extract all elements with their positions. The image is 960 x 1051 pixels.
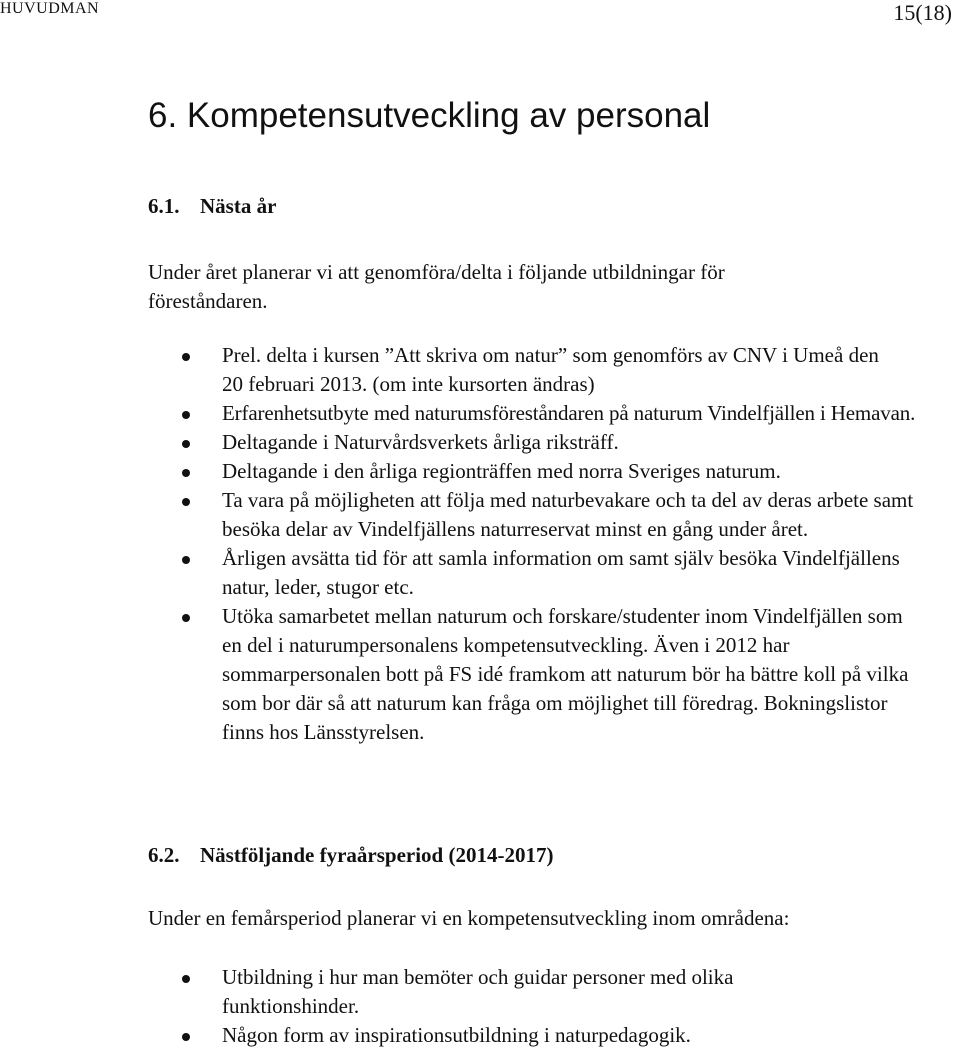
list-item-text: Årligen avsätta tid för att samla information om samt själv besöka Vindelfjällens natur, leder, stugor etc. (222, 546, 900, 599)
bullet-icon (182, 353, 190, 361)
list-item-text: Utöka samarbetet mellan naturum och forskare/studenter inom Vindelfjällen som en del i naturumpersonalens kompetensutveckling. Även i 2012 har sommarpersonalen bott på FS idé framkom att naturum bör ha bättre koll på vilka som bor där så att naturum kan fråga om möjlighet till föredrag. Bokningslistor finns hos Länsstyrelsen. (222, 604, 909, 744)
section-6-2-list (148, 963, 938, 1050)
list-item (148, 399, 938, 428)
bullet-icon (182, 975, 190, 983)
section-6-2-number: 6.2. (148, 843, 180, 867)
list-item (148, 457, 938, 486)
list-item-text: Prel. delta i kursen ”Att skriva om natur” som genomförs av CNV i Umeå den 20 februari 2013. (om inte kursorten ändras) (222, 343, 879, 396)
bullet-icon (182, 411, 190, 419)
list-item (148, 963, 938, 1021)
section-6-2-intro: Under en femårsperiod planerar vi en kompetensutveckling inom områdena: (148, 906, 790, 930)
list-item (148, 486, 938, 544)
list-item (148, 341, 938, 399)
section-6-2-heading (148, 843, 553, 868)
section-6-heading: 6. Kompetensutveckling av personal (148, 96, 711, 135)
bullet-icon (182, 556, 190, 564)
bullet-icon (182, 498, 190, 506)
list-item-text: Någon form av inspirationsutbildning i naturpedagogik. (222, 1023, 691, 1047)
list-item-text: Utbildning i hur man bemöter och guidar personer med olika funktionshinder. (222, 965, 734, 1018)
section-6-1-list (148, 341, 938, 747)
header-organization: HUVUDMAN (0, 0, 100, 17)
section-6-1-heading (148, 194, 276, 219)
bullet-icon (182, 469, 190, 477)
list-item (148, 428, 938, 457)
list-item (148, 1021, 938, 1050)
list-item (148, 544, 938, 602)
list-item-text: Deltagande i Naturvårdsverkets årliga riksträff. (222, 430, 619, 454)
bullet-icon (182, 440, 190, 448)
section-6-1-number: 6.1. (148, 194, 180, 218)
list-item (148, 602, 938, 747)
list-item-text: Erfarenhetsutbyte med naturumsföreståndaren på naturum Vindelfjällen i Hemavan. (222, 401, 916, 425)
list-item-text: Deltagande i den årliga regionträffen med norra Sveriges naturum. (222, 459, 781, 483)
bullet-icon (182, 614, 190, 622)
page-number: 15(18) (893, 0, 952, 25)
bullet-icon (182, 1033, 190, 1041)
section-6-1-title: Nästa år (200, 194, 277, 218)
section-6-2-title: Nästföljande fyraårsperiod (2014-2017) (200, 843, 554, 867)
list-item-text: Ta vara på möjligheten att följa med naturbevakare och ta del av deras arbete samt besöka delar av Vindelfjällens naturreservat minst en gång under året. (222, 488, 914, 541)
section-6-1-intro: Under året planerar vi att genomföra/delta i följande utbildningar för föreståndaren. (148, 260, 725, 313)
